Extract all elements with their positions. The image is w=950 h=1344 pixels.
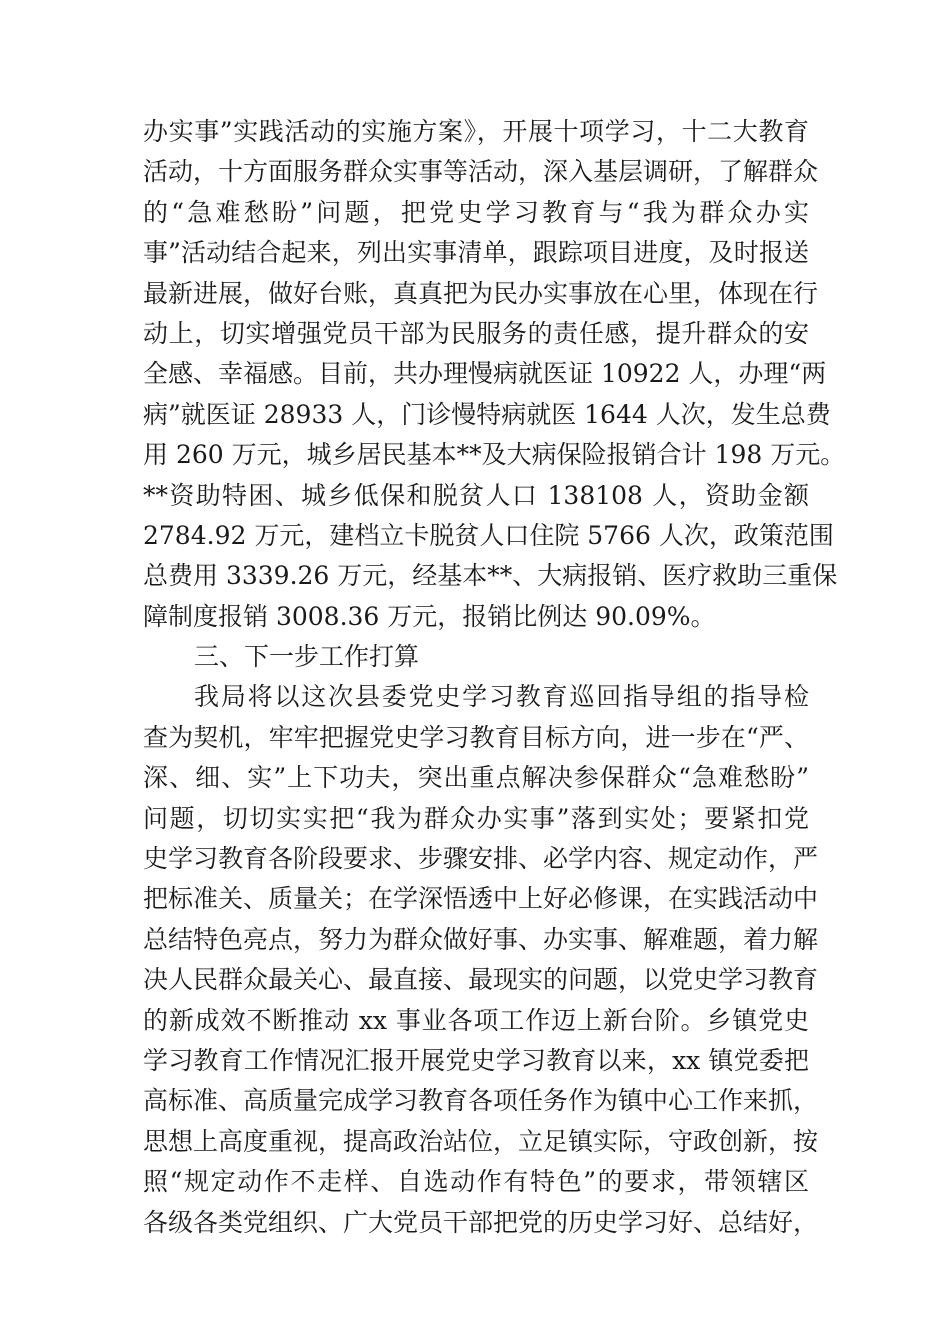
text-line: 总费用 3339.26 万元，经基本**、大病报销、医疗救助三重保: [143, 561, 838, 591]
text-line: 病”就医证 28933 人，门诊慢特病就医 1644 人次，发生总费: [143, 399, 831, 429]
text-line: 各级各类党组织、广大党员干部把党的历史学习好、总结好，: [143, 1207, 819, 1237]
document-body: [143, 112, 846, 1243]
text-line: 用 260 万元，城乡居民基本**及大病保险报销合计 198 万元。: [143, 440, 846, 470]
text-line: 我局将以这次县委党史学习教育巡回指导组的指导检: [194, 682, 809, 712]
paragraph-results: [143, 112, 846, 637]
text-line: 的新成效不断推动 xx 事业各项工作迈上新台阶。乡镇党史: [143, 1005, 809, 1035]
text-line: 活动，十方面服务群众实事等活动，深入基层调研，了解群众: [143, 157, 819, 187]
section-heading: 三、下一步工作打算: [194, 642, 420, 672]
text-line: 高标准、高质量完成学习教育各项任务作为镇中心工作来抓，: [143, 1086, 819, 1116]
text-line: 障制度报销 3008.36 万元，报销比例达 90.09%。: [143, 601, 716, 631]
text-line: 的“急难愁盼”问题，把党史学习教育与“我为群众办实: [143, 197, 809, 227]
text-line: 把标准关、质量关；在学深悟透中上好必修课，在实践活动中: [143, 884, 819, 914]
paragraph-next-steps: [143, 677, 819, 1242]
text-line: 思想上高度重视，提高政治站位，立足镇实际，守政创新，按: [143, 1126, 819, 1156]
text-line: **资助特困、城乡低保和脱贫人口 138108 人，资助金额: [143, 480, 809, 510]
text-line: 查为契机，牢牢把握党史学习教育目标方向，进一步在“严、: [143, 722, 809, 752]
text-line: 最新进展，做好台账，真真把为民办实事放在心里，体现在行: [143, 278, 819, 308]
text-line: 事”活动结合起来，列出实事清单，跟踪项目进度，及时报送: [143, 238, 809, 268]
text-line: 深、细、实”上下功夫，突出重点解决参保群众“急难愁盼”: [143, 763, 809, 793]
text-line: 学习教育工作情况汇报开展党史学习教育以来，xx 镇党委把: [143, 1045, 809, 1075]
text-line: 2784.92 万元，建档立卡脱贫人口住院 5766 人次，政策范围: [143, 520, 834, 550]
text-line: 办实事”实践活动的实施方案》，开展十项学习，十二大教育: [143, 117, 809, 146]
text-line: 决人民群众最关心、最直接、最现实的问题，以党史学习教育: [143, 965, 819, 995]
text-line: 问题，切切实实把“我为群众办实事”落到实处；要紧扣党: [143, 803, 809, 833]
text-line: 动上，切实增强党员干部为民服务的责任感，提升群众的安: [143, 318, 809, 348]
text-line: 总结特色亮点，努力为群众做好事、办实事、解难题，着力解: [143, 924, 819, 954]
text-line: 全感、幸福感。目前，共办理慢病就医证 10922 人，办理“两: [143, 359, 827, 389]
text-line: 照“规定动作不走样、自选动作有特色”的要求，带领辖区: [143, 1167, 809, 1197]
text-line: 史学习教育各阶段要求、步骤安排、必学内容、规定动作，严: [143, 844, 819, 874]
